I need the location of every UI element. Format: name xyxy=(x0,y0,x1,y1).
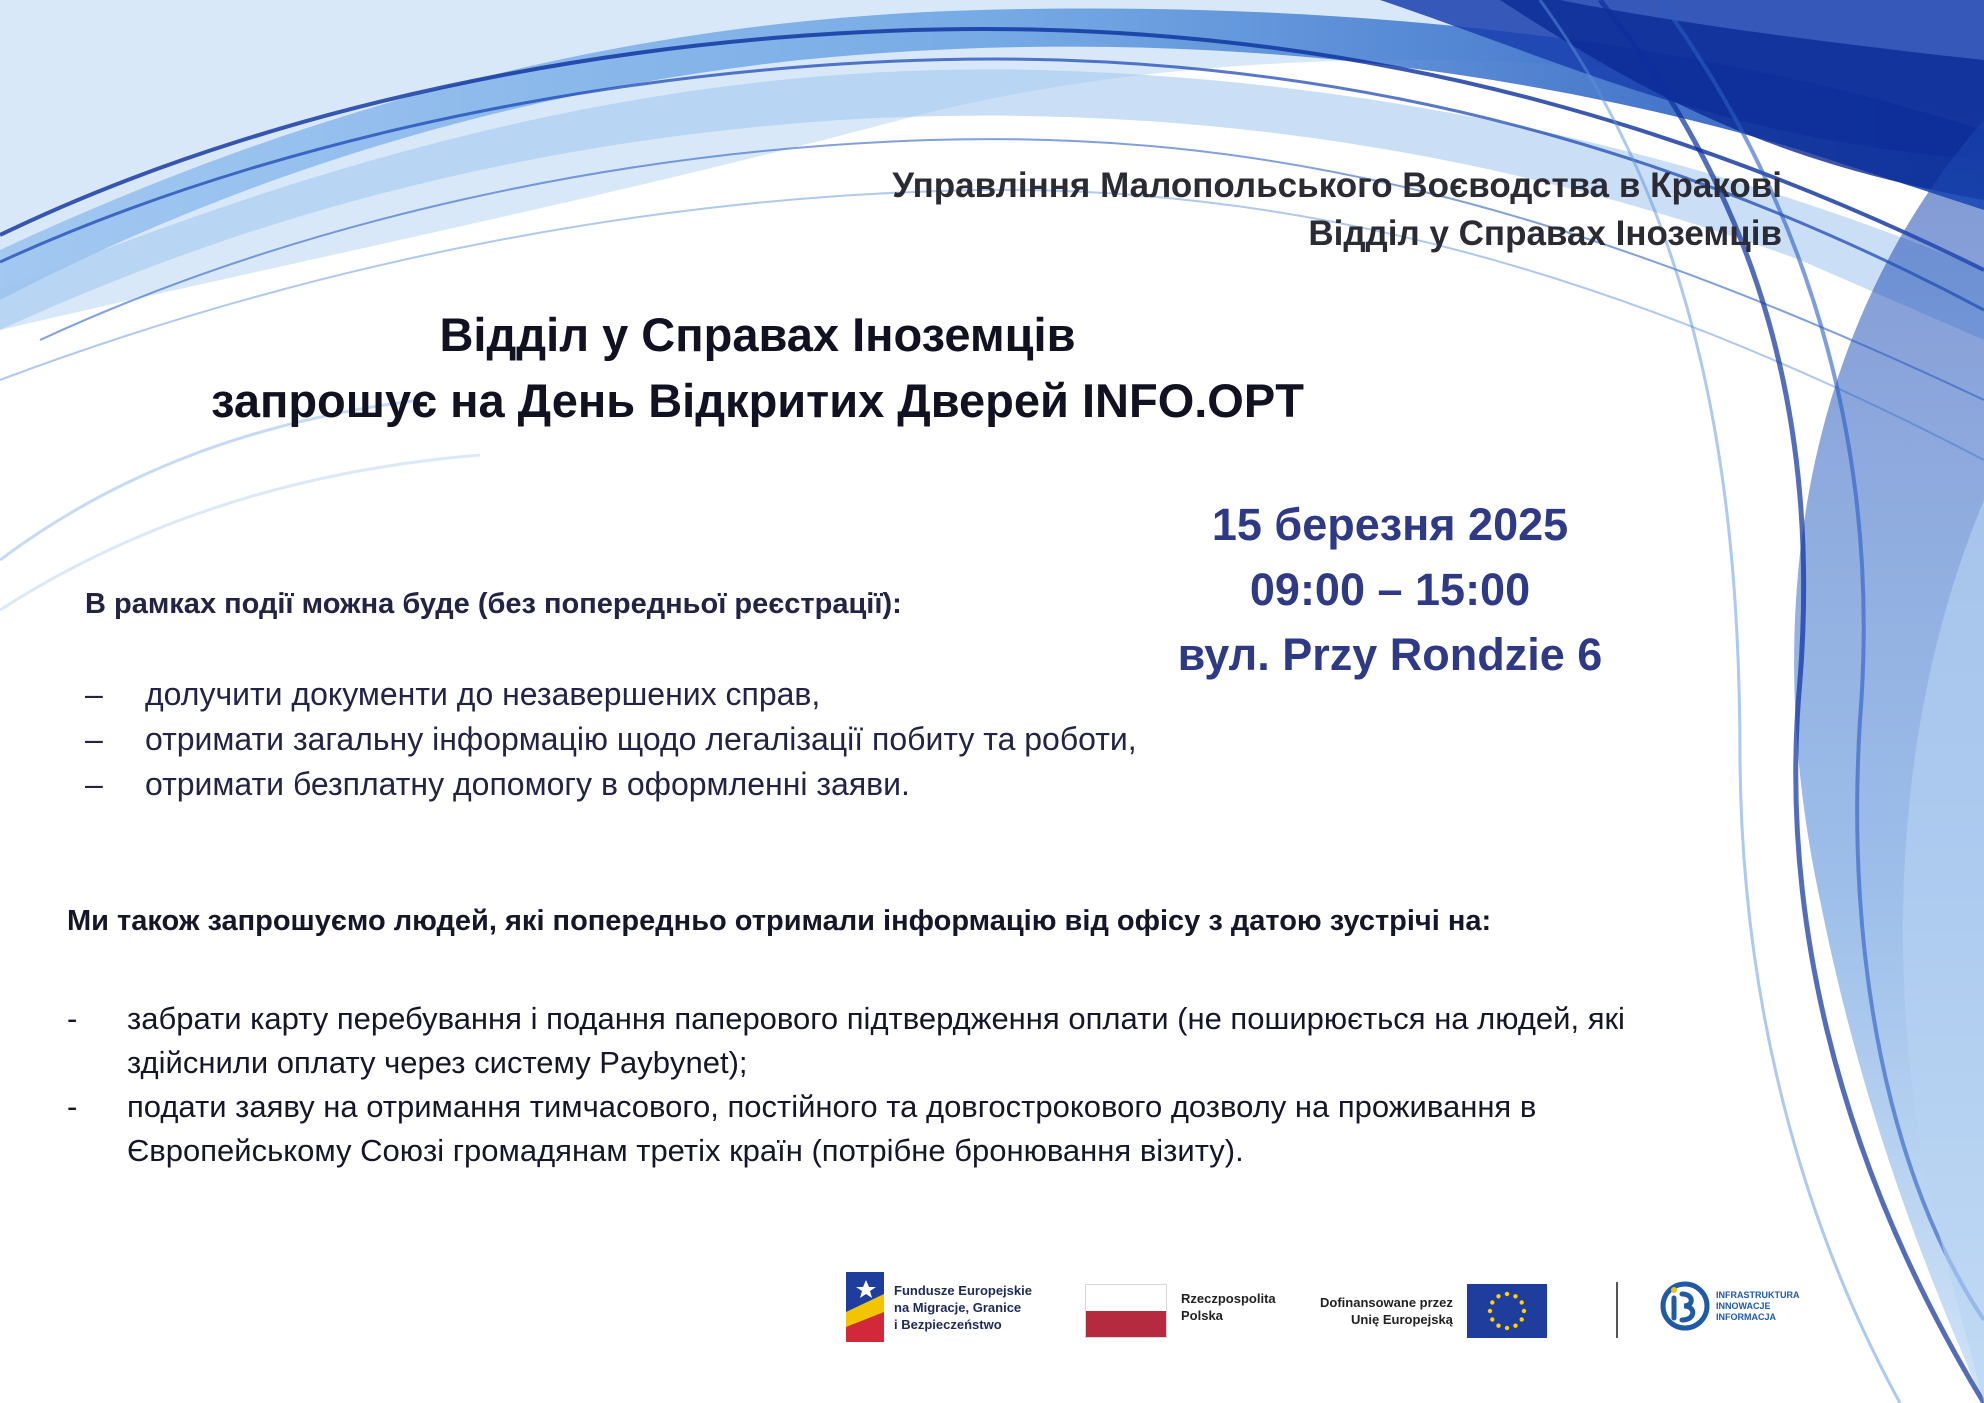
list-item-text: отримати загальну інформацію щодо легалізації побиту та роботи, xyxy=(145,721,1137,757)
funds-logo xyxy=(846,1272,1032,1342)
logo-divider xyxy=(1616,1282,1618,1338)
eu-logo xyxy=(1320,1284,1547,1338)
poland-line-1: Rzeczpospolita xyxy=(1181,1291,1276,1306)
dash-bullet: – xyxy=(85,721,103,757)
list-item xyxy=(67,997,1767,1085)
eu-line-1: Dofinansowane przez xyxy=(1320,1295,1453,1310)
eu-line-2: Unię Europejską xyxy=(1351,1312,1453,1327)
organization-header xyxy=(892,162,1782,258)
eu-flag-icon xyxy=(1467,1284,1547,1338)
iii-line-3: INFORMACJA xyxy=(1716,1311,1776,1322)
list-item xyxy=(85,672,1137,717)
list-item-text: долучити документи до незавершених справ, xyxy=(145,676,821,712)
poland-line-2: Polska xyxy=(1181,1308,1223,1323)
event-address: вул. Przy Rondzie 6 xyxy=(1177,629,1603,680)
invitation-title xyxy=(0,302,1515,434)
event-details xyxy=(1060,492,1720,687)
iii-line-2: INNOWACJE xyxy=(1716,1300,1771,1311)
list-item-text: подати заяву на отримання тимчасового, постійного та довгострокового дозволу на проживання в Європейському Союзі громадянам третіх країн (потрібне бронювання візиту). xyxy=(127,1089,1537,1168)
list-item-text: забрати карту перебування і подання паперового підтвердження оплати (не поширюється на людей, які здійснили оплату через систему Paybynet); xyxy=(127,1001,1625,1080)
section2-heading: Ми також запрошуємо людей, які попередньо отримали інформацію від офісу з датою зустрічі на: xyxy=(67,905,1492,937)
hyphen-bullet: - xyxy=(67,1001,78,1036)
dash-bullet: – xyxy=(85,676,103,712)
funds-line-1: Fundusze Europejskie xyxy=(894,1282,1032,1298)
sponsor-logos-bar xyxy=(840,1262,1820,1372)
funds-line-2: na Migracje, Granice xyxy=(894,1299,1022,1315)
list-item xyxy=(85,717,1137,762)
org-name: Управління Малопольського Воєводства в Кракові xyxy=(892,166,1782,205)
iii-line-1: INFRASTRUKTURA xyxy=(1716,1289,1800,1300)
poland-flag-icon xyxy=(1085,1284,1167,1338)
section1-list xyxy=(85,672,1137,807)
invitation-line-1: Відділ у Справах Іноземців xyxy=(439,308,1076,361)
hyphen-bullet: - xyxy=(67,1089,78,1124)
invitation-line-2: запрошує на День Відкритих Дверей INFO.OPT xyxy=(211,374,1304,427)
funds-line-3: i Bezpieczeństwo xyxy=(894,1316,1002,1332)
list-item xyxy=(85,762,1137,807)
event-date: 15 березня 2025 xyxy=(1211,499,1569,550)
iii-emblem-icon xyxy=(1660,1276,1710,1336)
dash-bullet: – xyxy=(85,766,103,802)
poland-logo xyxy=(1085,1284,1276,1338)
section2-list xyxy=(67,997,1767,1173)
iii-logo xyxy=(1660,1276,1800,1336)
funds-emblem-icon xyxy=(846,1272,884,1342)
list-item-text: отримати безплатну допомогу в оформленні заяви. xyxy=(145,766,910,802)
section1-heading: В рамках події можна буде (без попередньої реєстрації): xyxy=(85,588,902,620)
event-time: 09:00 – 15:00 xyxy=(1249,564,1531,615)
list-item xyxy=(67,1085,1767,1173)
org-department: Відділ у Справах Іноземців xyxy=(1308,214,1782,253)
